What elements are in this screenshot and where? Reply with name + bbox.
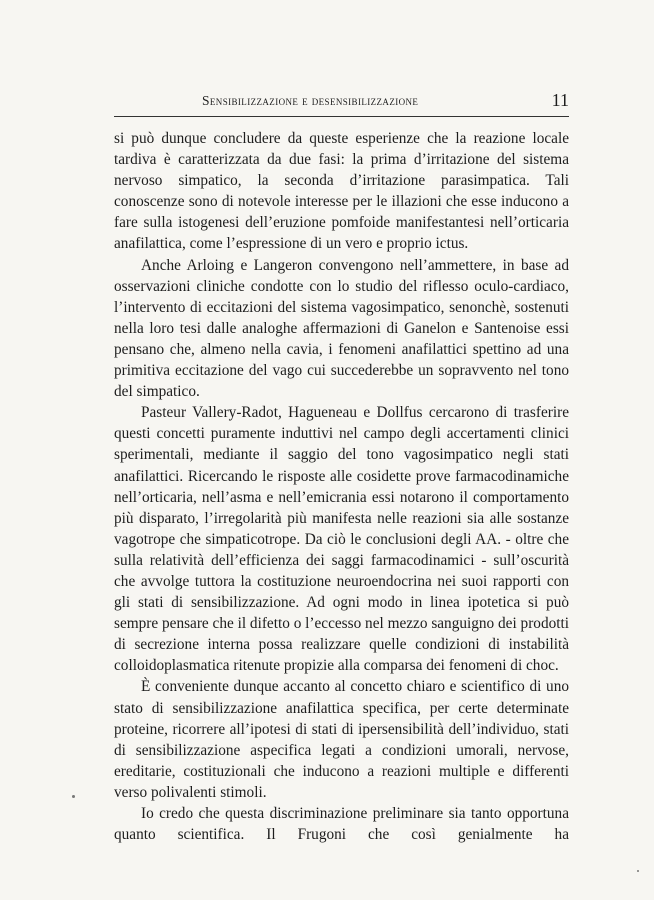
running-title: Sensibilizzazione e desensibilizzazione: [202, 93, 419, 108]
paper-speck: [637, 870, 639, 872]
paragraph: Pasteur Vallery-Radot, Hagueneau e Dollfus cercarono di trasferire questi concetti puramente induttivi nel campo degli accertamenti clinici sperimentali, mediante il saggio del tono vagosimpatico negli stati anafilattici. Ricercando le risposte alle cosidette prove farmacodinamiche nell’orticaria, nell’asma e nell’emicrania essi notarono il comportamento più disparato, l’irregolarità più manifesta nelle reazioni sia alle sostanze vagotrope che simpaticotrope. Da ciò le conclusioni degli AA. - oltre che sulla relatività dell’efficienza dei saggi farmacodinamici - sull’oscurità che avvolge tuttora la costituzione neuroendocrina nei suoi rapporti con gli stati di sensibilizzazione. Ad ogni modo in linea ipotetica si può sempre pensare che il difetto o l’eccesso nel mezzo sanguigno dei prodotti di secrezione interna possa realizzare quelle condizioni di instabilità colloidoplasmatica ritenute propizie alla comparsa dei fenomeni di choc.: [114, 404, 569, 675]
page-number: 11: [551, 90, 569, 110]
page-header: [114, 90, 569, 114]
paragraph: si può dunque concludere da queste esperienze che la reazione locale tardiva è caratterizzata da due fasi: la prima d’irritazione del sistema nervoso simpatico, la seconda d’irritazione parasimpatica. Tali conoscenze sono di notevole interesse per le illazioni che esse inducono a fare sulla istogenesi dell’eruzione pomfoide manifestantesi nell’orticaria anafilattica, come l’espressione di un vero e proprio ictus.: [114, 130, 569, 253]
paper-speck: [72, 795, 75, 798]
header-rule: [114, 116, 569, 117]
body-text: [114, 128, 569, 845]
paragraph: Anche Arloing e Langeron convengono nell’ammettere, in base ad osservazioni cliniche condotte con lo studio del riflesso oculo-cardiaco, l’intervento di eccitazioni del sistema vagosimpatico, senonchè, sostenuti nella loro tesi dalle analoghe affermazioni di Ganelon e Santenoise essi pensano che, almeno nella cavia, i fenomeni anafilattici spettino ad una primitiva eccitazione del vago cui succederebbe un sopravvento nel tono del simpatico.: [114, 256, 569, 401]
paragraph: Io credo che questa discriminazione preliminare sia tanto opportuna quanto scientifica. Il Frugoni che così genialmente ha: [114, 805, 569, 844]
paragraph: È conveniente dunque accanto al concetto chiaro e scientifico di uno stato di sensibilizzazione anafilattica specifica, per certe determinate proteine, ricorrere all’ipotesi di stati di ipersensibilità dell’individuo, stati di sensibilizzazione aspecifica legati a condizioni umorali, nervose, ereditarie, costituzionali che inducono a reazioni multiple e differenti verso polivalenti stimoli.: [114, 678, 569, 801]
